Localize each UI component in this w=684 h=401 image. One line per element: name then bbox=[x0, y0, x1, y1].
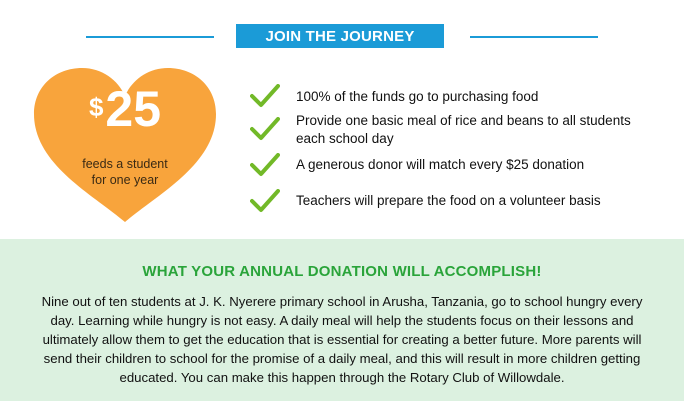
impact-title: WHAT YOUR ANNUAL DONATION WILL ACCOMPLISH! bbox=[142, 263, 542, 280]
header-divider-right bbox=[470, 36, 598, 38]
checkmark-icon bbox=[250, 117, 280, 141]
currency-symbol: $ bbox=[88, 92, 104, 122]
benefit-text: Provide one basic meal of rice and beans to all students each school day bbox=[296, 113, 631, 146]
donation-heart bbox=[30, 66, 220, 226]
donation-amount bbox=[30, 81, 220, 137]
join-the-journey-banner bbox=[236, 24, 444, 48]
benefit-text: 100% of the funds go to purchasing food bbox=[296, 89, 539, 104]
banner-label: JOIN THE JOURNEY bbox=[265, 27, 415, 45]
caption-line-1: feeds a student bbox=[82, 157, 168, 171]
checkmark-icon bbox=[250, 189, 280, 213]
checkmark-icon bbox=[250, 153, 280, 177]
header-divider-left bbox=[86, 36, 214, 38]
caption-line-2: for one year bbox=[91, 173, 159, 187]
benefit-text: A generous donor will match every $25 donation bbox=[296, 157, 585, 172]
amount-value: 25 bbox=[105, 81, 162, 137]
heart-caption bbox=[30, 156, 220, 188]
benefit-text: Teachers will prepare the food on a volunteer basis bbox=[296, 193, 601, 208]
checkmark-icon bbox=[250, 84, 280, 108]
impact-section bbox=[0, 239, 684, 401]
impact-body: Nine out of ten students at J. K. Nyerere primary school in Arusha, Tanzania, go to school hungry every day. Learning while hungry is not easy. A daily meal will help the students focus on their lessons and ultimately allow them to get the education that is essential for creating a better future. More parents will send their children to school for the promise of a daily meal, and this will result in more children getting educated. You can make this happen through the Rotary Club of Willowdale. bbox=[41, 294, 643, 385]
